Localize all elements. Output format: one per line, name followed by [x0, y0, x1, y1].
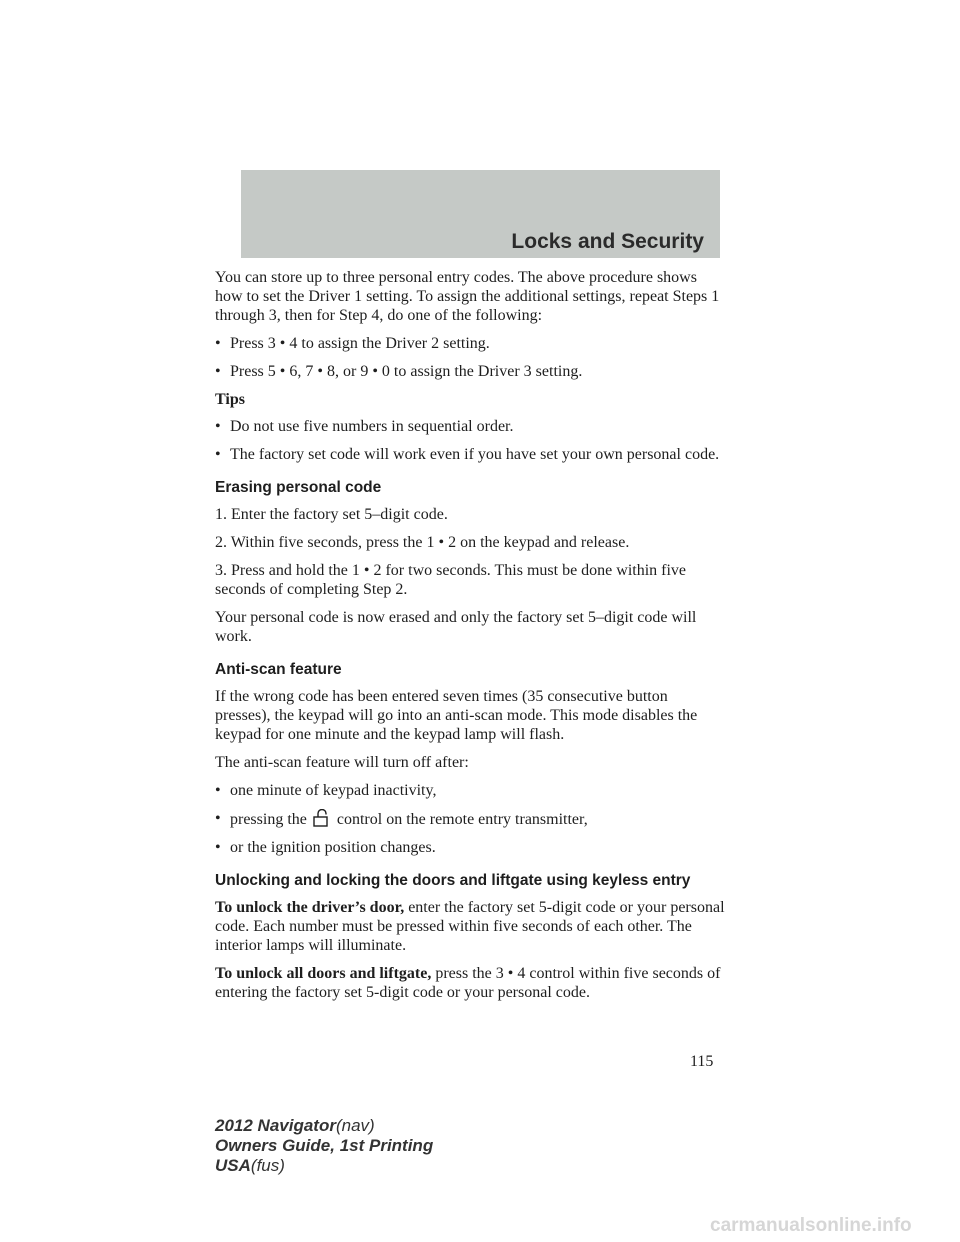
bullet-dot: • [215, 782, 221, 799]
bullet-dot: • [215, 446, 221, 463]
page-body [215, 268, 725, 1011]
erasing-result: Your personal code is now erased and only the factory set 5–digit code will work. [215, 609, 697, 645]
bullet-dot: • [215, 810, 221, 827]
bullet-dot: • [215, 335, 221, 352]
unlock-icon [312, 809, 332, 828]
list-item: • Do not use five numbers in sequential order. [215, 418, 514, 435]
footer-line-2: Owners Guide, 1st Printing [215, 1136, 434, 1155]
list-item: • The factory set code will work even if you have set your own personal code. [215, 446, 720, 463]
list-item: • pressing the control on the remote entry transmitter, [215, 810, 588, 828]
unlock-all-paragraph: To unlock all doors and liftgate, press the 3 • 4 control within five seconds of entering the factory set 5-digit code or your personal code. [215, 965, 721, 1001]
footer [215, 1116, 433, 1176]
section-title: Locks and Security [511, 230, 704, 253]
tips-label: Tips [215, 391, 245, 408]
erasing-step: 1. Enter the factory set 5–digit code. [215, 506, 448, 523]
list-item: • Press 3 • 4 to assign the Driver 2 setting. [215, 335, 490, 352]
erasing-step: 3. Press and hold the 1 • 2 for two seconds. This must be done within five seconds of completing Step 2. [215, 562, 687, 598]
page-number: 115 [690, 1053, 714, 1070]
erasing-step: 2. Within five seconds, press the 1 • 2 on the keypad and release. [215, 534, 630, 551]
bullet-dot: • [215, 839, 221, 856]
intro-paragraph: You can store up to three personal entry codes. The above procedure shows how to set the Driver 1 setting. To assign the additional settings, repeat Steps 1 through 3, then for Step 4, do one of the following: [215, 269, 720, 324]
unlock-heading: Unlocking and locking the doors and liftgate using keyless entry [215, 872, 691, 889]
section-header [241, 170, 720, 258]
erasing-heading: Erasing personal code [215, 479, 382, 496]
footer-line-1: 2012 Navigator(nav) [215, 1116, 375, 1135]
antiscan-paragraph: If the wrong code has been entered seven times (35 consecutive button presses), the keypad will go into an anti-scan mode. This mode disables the keypad for one minute and the keypad lamp will flash. [215, 688, 698, 743]
bullet-dot: • [215, 363, 221, 380]
list-item: • Press 5 • 6, 7 • 8, or 9 • 0 to assign the Driver 3 setting. [215, 363, 583, 380]
watermark: carmanualsonline.info [710, 1215, 912, 1236]
bullet-dot: • [215, 418, 221, 435]
footer-line-3: USA(fus) [215, 1156, 285, 1175]
antiscan-off-intro: The anti-scan feature will turn off after: [215, 754, 469, 771]
list-item: • or the ignition position changes. [215, 839, 436, 856]
list-item: • one minute of keypad inactivity, [215, 782, 437, 799]
antiscan-heading: Anti-scan feature [215, 661, 342, 678]
unlock-driver-paragraph: To unlock the driver’s door, enter the factory set 5-digit code or your personal code. Each number must be pressed within five seconds of each other. The interior lamps will illuminate. [215, 899, 725, 954]
